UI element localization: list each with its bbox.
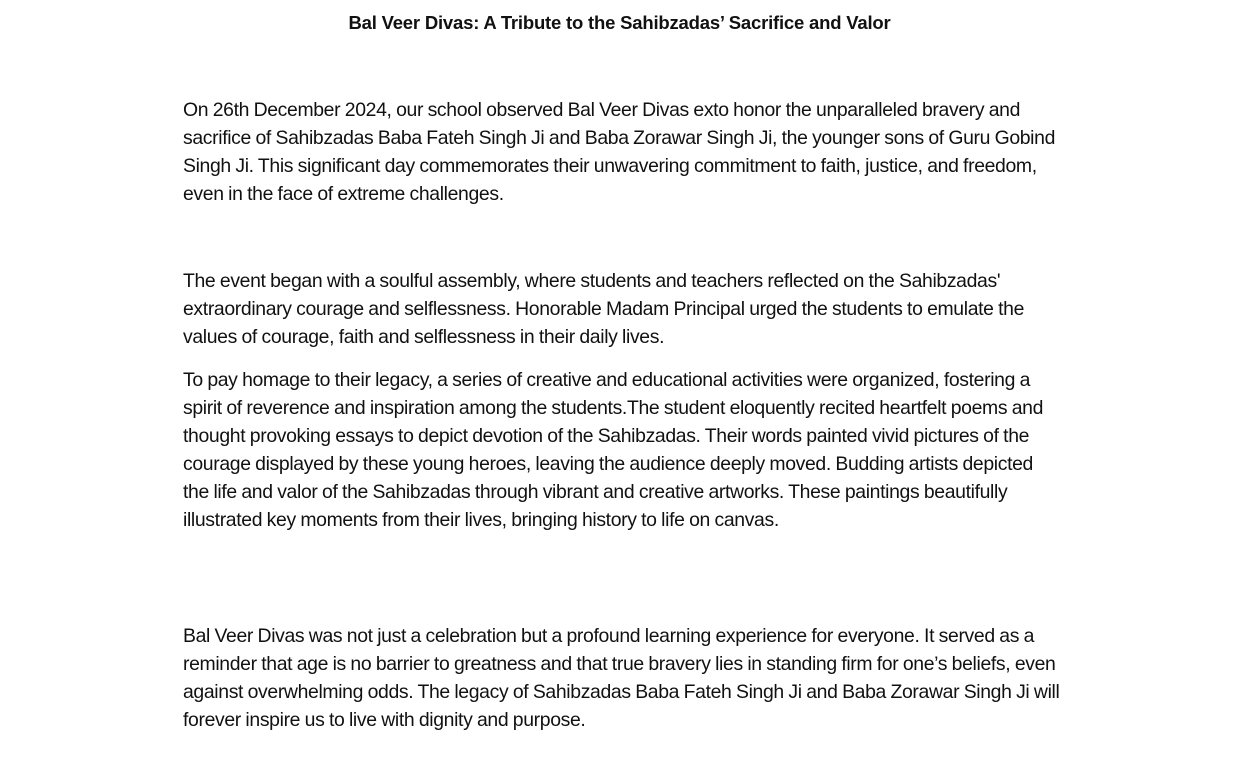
paragraph-assembly: The event began with a soulful assembly, where students and teachers reflected on the Sahibzadas' extraordinary courage and selflessness. Honorable Madam Principal urged the students to emulate the values of courage, faith and selflessness in their daily lives. bbox=[183, 270, 1025, 348]
paragraph-introduction: On 26th December 2024, our school observed Bal Veer Divas exto honor the unparalleled bravery and sacrifice of Sahibzadas Baba Fateh Singh Ji and Baba Zorawar Singh Ji, the younger sons of Guru Gobind Singh Ji. This significant day commemorates their unwavering commitment to faith, justice, and freedom, even in the face of extreme challenges. bbox=[183, 99, 1056, 205]
paragraph-conclusion: Bal Veer Divas was not just a celebration but a profound learning experience for everyone. It served as a reminder that age is no barrier to greatness and that true bravery lies in standing firm for one’s beliefs, even against overwhelming odds. The legacy of Sahibzadas Baba Fateh Singh Ji and Baba Zorawar Singh Ji will forever inspire us to live with dignity and purpose. bbox=[183, 625, 1060, 731]
document-title: Bal Veer Divas: A Tribute to the Sahibzadas’ Sacrifice and Valor bbox=[348, 12, 891, 33]
paragraph-activities: To pay homage to their legacy, a series of creative and educational activities were organized, fostering a spirit of reverence and inspiration among the students.The student eloquently recited heartfelt poems and thought provoking essays to depict devotion of the Sahibzadas. Their words painted vivid pictures of the courage displayed by these young heroes, leaving the audience deeply moved. Budding artists depicted the life and valor of the Sahibzadas through vibrant and creative artworks. These paintings beautifully illustrated key moments from their lives, bringing history to life on canvas. bbox=[183, 369, 1044, 531]
